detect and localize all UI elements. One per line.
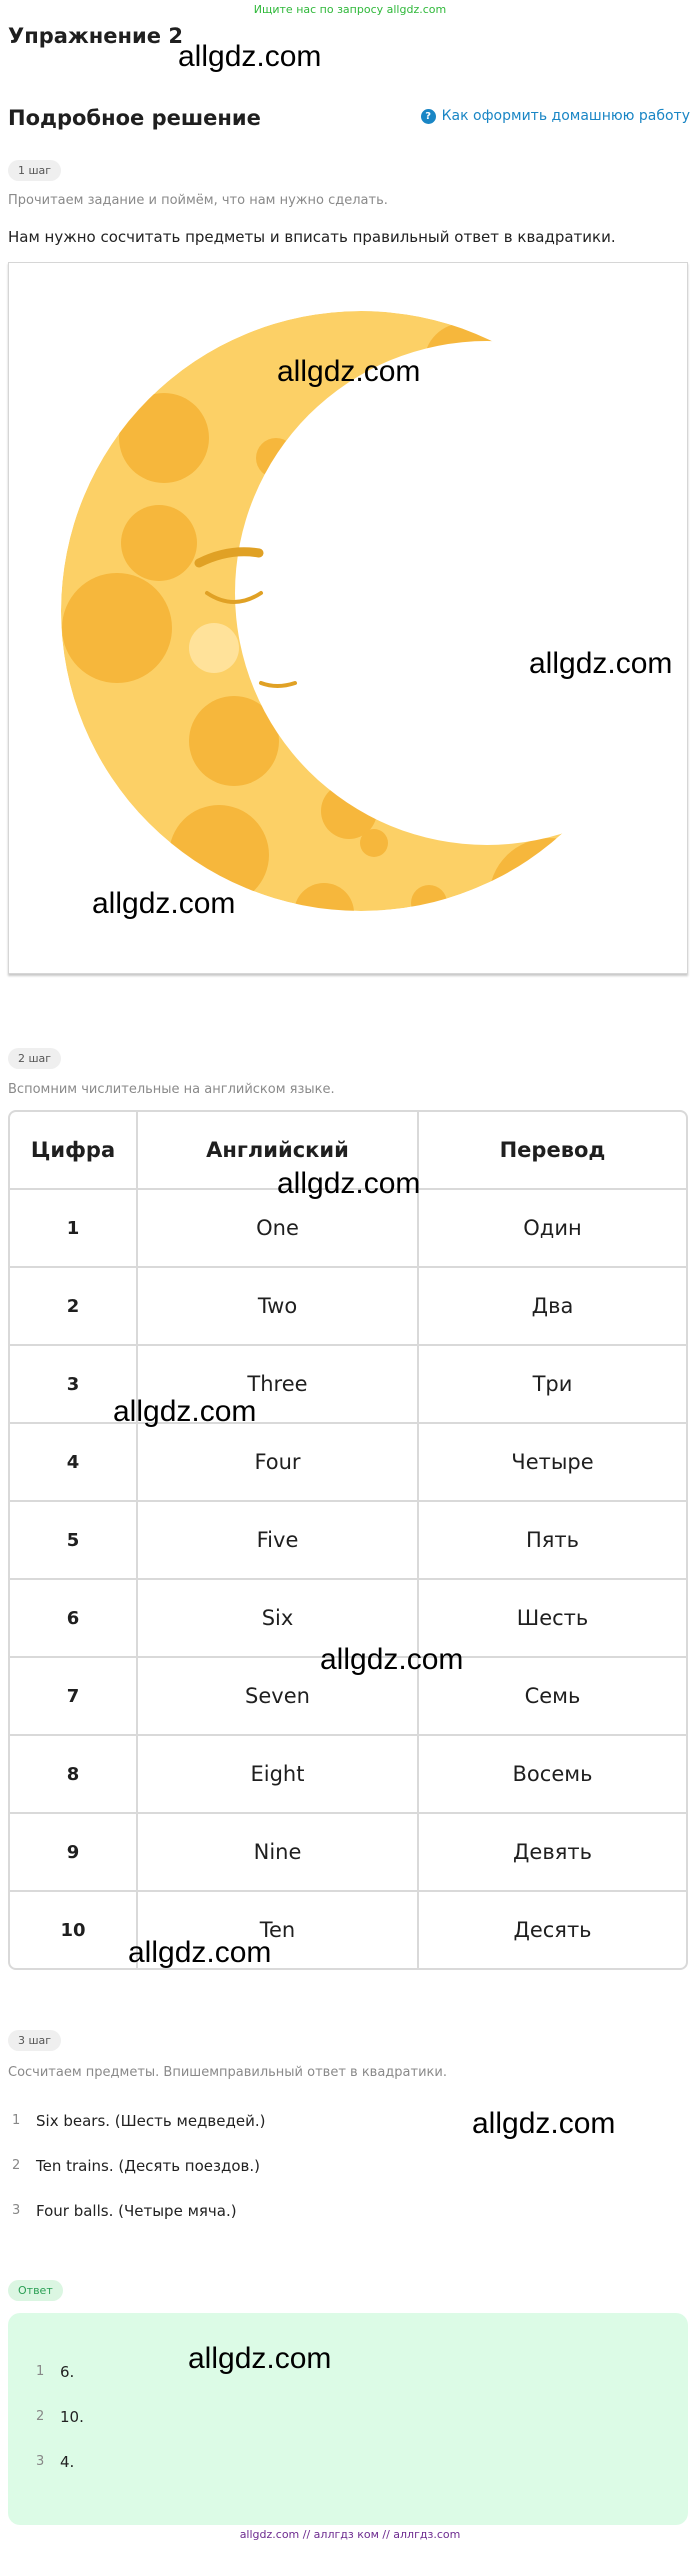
cell-translation: Семь xyxy=(419,1658,686,1736)
list-item: 1 6. xyxy=(36,2362,75,2381)
cell-english: Six xyxy=(138,1580,419,1658)
cell-translation: Пять xyxy=(419,1502,686,1580)
watermark: allgdz.com xyxy=(178,40,322,73)
cell-digit: 3 xyxy=(10,1346,138,1424)
cell-english: Ten xyxy=(138,1892,419,1968)
cell-translation: Два xyxy=(419,1268,686,1346)
watermark: allgdz.com xyxy=(188,2342,332,2375)
cell-digit: 1 xyxy=(10,1190,138,1268)
cell-digit: 5 xyxy=(10,1502,138,1580)
cell-translation: Десять xyxy=(513,1918,592,1942)
step-1-hint: Прочитаем задание и поймём, что нам нужно сделать. xyxy=(8,193,388,208)
header-translation: Перевод xyxy=(419,1112,686,1190)
solution-heading: Подробное решение xyxy=(8,106,261,130)
answer-box xyxy=(8,2313,688,2525)
cell-translation: Девять xyxy=(419,1814,686,1892)
step-2-chip: 2 шаг xyxy=(8,1048,61,1069)
watermark: allgdz.com xyxy=(277,355,421,388)
table-row xyxy=(10,1190,686,1268)
cell-translation: Один xyxy=(419,1190,686,1268)
step-3-chip: 3 шаг xyxy=(8,2030,61,2051)
cell-translation: Восемь xyxy=(419,1736,686,1814)
header-digit: Цифра xyxy=(10,1112,138,1190)
watermark: allgdz.com xyxy=(320,1643,464,1676)
cell-digit: 10 xyxy=(10,1892,138,1968)
cell-translation: Три xyxy=(419,1346,686,1424)
step-3-list xyxy=(12,2098,265,2233)
table-row xyxy=(10,1814,686,1892)
watermark: allgdz.com xyxy=(277,1167,421,1200)
table-row xyxy=(10,1892,686,1968)
cell-english: Two xyxy=(138,1268,419,1346)
answer-chip: Ответ xyxy=(8,2280,63,2301)
step-2-hint: Вспомним числительные на английском языке. xyxy=(8,1082,335,1097)
cell-digit: 6 xyxy=(10,1580,138,1658)
cell-english: One xyxy=(138,1190,419,1268)
list-item: 3 Four balls. (Четыре мяча.) xyxy=(12,2201,237,2220)
cell-translation: Шесть xyxy=(419,1580,686,1658)
cell-digit: 9 xyxy=(10,1814,138,1892)
cell-english: Eight xyxy=(138,1736,419,1814)
watermark: allgdz.com xyxy=(472,2107,616,2140)
watermark: allgdz.com xyxy=(529,647,673,680)
watermark: allgdz.com xyxy=(92,887,236,920)
top-watermark: Ищите нас по запросу allgdz.com xyxy=(253,3,447,16)
watermark: allgdz.com xyxy=(113,1395,257,1428)
cell-english: Four xyxy=(138,1424,419,1502)
table-row xyxy=(10,1346,686,1424)
table-row xyxy=(10,1502,686,1580)
page-title: Упражнение 2 xyxy=(8,24,183,48)
homework-howto-label: Как оформить домашнюю работу xyxy=(441,108,690,124)
cell-english: Seven xyxy=(138,1658,419,1736)
step-1-chip: 1 шаг xyxy=(8,160,61,181)
homework-howto-link[interactable] xyxy=(421,108,690,124)
footer-links: allgdz.com // аллгдз ком // аллгдз.com xyxy=(239,2528,461,2541)
cell-english: Nine xyxy=(138,1814,419,1892)
cell-digit: 4 xyxy=(10,1424,138,1502)
table-row xyxy=(10,1268,686,1346)
step-3-hint: Сосчитаем предметы. Впишемправильный ответ в квадратики. xyxy=(8,2065,447,2080)
cell-english: Three xyxy=(138,1346,419,1424)
cell-digit: 2 xyxy=(10,1268,138,1346)
cell-translation: Четыре xyxy=(419,1424,686,1502)
cell-digit: 7 xyxy=(10,1658,138,1736)
list-item: 2 Ten trains. (Десять поездов.) xyxy=(12,2156,260,2175)
step-1-text: Нам нужно сосчитать предметы и вписать правильный ответ в квадратики. xyxy=(8,228,616,246)
list-item: 1 Six bears. (Шесть медведей.) xyxy=(12,2111,266,2130)
answer-list xyxy=(36,2349,84,2484)
watermark: allgdz.com xyxy=(128,1936,272,1969)
header-english: Английский xyxy=(138,1112,419,1190)
cell-digit: 8 xyxy=(10,1736,138,1814)
table-row xyxy=(10,1736,686,1814)
numbers-table xyxy=(8,1110,688,1970)
table-row xyxy=(10,1424,686,1502)
list-item: 2 10. xyxy=(36,2407,84,2426)
list-item: 3 4. xyxy=(36,2452,75,2471)
question-circle-icon: ? xyxy=(421,109,436,124)
cell-english: Five xyxy=(138,1502,419,1580)
